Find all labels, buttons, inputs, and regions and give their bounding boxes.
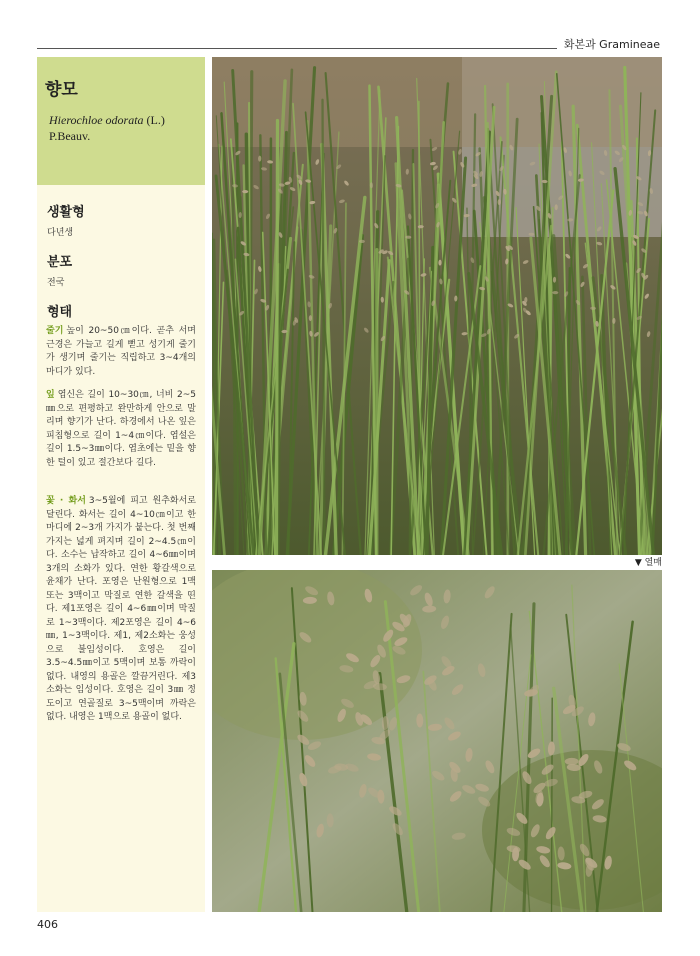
stem-paragraph (46, 325, 196, 379)
lifeform-heading: 생활형 (47, 205, 85, 220)
leaf-paragraph (46, 389, 196, 470)
distribution-value: 전국 (47, 278, 65, 288)
leaf-label: 잎 (46, 390, 55, 400)
flower-label: 꽃 · 화서 (46, 496, 86, 506)
species-title-box (37, 57, 205, 185)
scientific-name (49, 112, 199, 144)
flower-text: 3~5월에 피고 원추화서로 달린다. 화서는 길이 4~10㎝이고 한 마디에 2~3개 가지가 붙는다. 첫 번째 가지는 넓게 펴지며 길이 2~4.5㎝이다. 소수는 납작하고 길이 4~6㎜이며 3개의 소화가 있다. 연한 황갈색으로 윤채가 난다. 포영은 난원형으로 1맥 또는 3맥이고 막질로 연한 갈색을 띤다. 제1포영은 길이 4~6㎜이며 막질로 1~3맥이다. 제2포영은 길이 4~6㎜, 1~3맥이다. 제1, 제2소화는 웅성으로 불임성이다. 호영은 길이 3.5~4.5㎜이고 5맥이며 보통 까락이 없다. 내영의 용골은 깔끔거린다. 제3소화는 임성이다. 호영은 길이 3㎜ 정도이고 연골질로 3~5맥이며 까락은 없다. 내영은 1맥으로 용골이 없다. (46, 496, 196, 722)
page-number: 406 (37, 918, 58, 931)
lifeform-value: 다년생 (47, 228, 74, 238)
morphology-heading: 형태 (47, 305, 73, 320)
species-korean-name: 향모 (45, 80, 78, 100)
leaf-text: 엽신은 길이 10~30㎝, 너비 2~5㎜으로 편평하고 완만하게 안으로 말리며 향기가 난다. 하경에서 나온 잎은 피침형으로 길이 1~4㎝이다. 엽설은 길이 1.5~3㎜이다. 엽초에는 밑을 향한 털이 있고 절간보다 길다. (46, 390, 196, 468)
family-name: 화본과 Gramineae (563, 38, 660, 51)
grass-clump-photo (212, 57, 662, 555)
stem-text: 높이 20~50㎝이다. 곧추 서며 근경은 가늘고 길게 뻗고 성기게 줄기가 생기며 줄기는 직립하고 3~4개의 마디가 있다. (46, 326, 196, 377)
panicle-closeup-photo (212, 570, 662, 912)
header-rule (37, 48, 557, 49)
stem-label: 줄기 (46, 326, 64, 336)
scientific-name-author: (L.) P.Beauv. (49, 113, 165, 143)
photo-caption: ▼ 열매 (634, 558, 662, 568)
scientific-name-italic: Hierochloe odorata (49, 113, 144, 127)
distribution-heading: 분포 (47, 255, 73, 270)
description-panel (37, 185, 205, 912)
flower-paragraph (46, 495, 196, 725)
